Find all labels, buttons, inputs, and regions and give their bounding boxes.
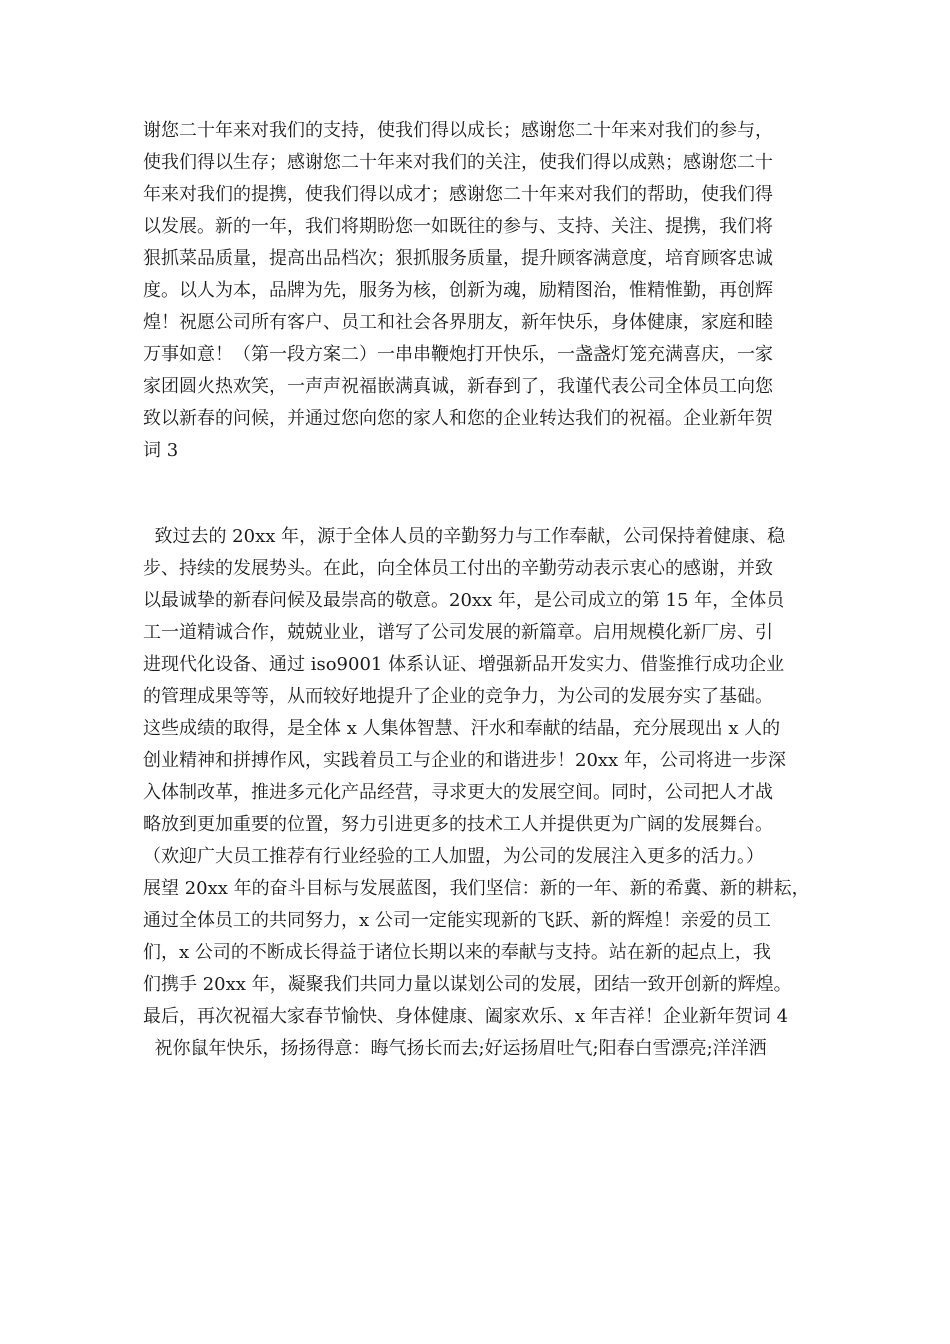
text-line: 展望 20xx 年的奋斗目标与发展蓝图，我们坚信：新的一年、新的希冀、新的耕耘， — [143, 878, 810, 899]
text-line: 通过全体员工的共同努力，x 公司一定能实现新的飞跃、新的辉煌！亲爱的员工 — [143, 910, 771, 931]
text-line: （欢迎广大员工推荐有行业经验的工人加盟，为公司的发展注入更多的活力。） — [143, 846, 764, 867]
text-line: 们携手 20xx 年，凝聚我们共同力量以谋划公司的发展，团结一致开创新的辉煌。 — [143, 974, 792, 995]
text-line: 步、持续的发展势头。在此，向全体员工付出的辛勤劳动表示衷心的感谢，并致 — [143, 558, 773, 579]
text-line: 的管理成果等等，从而较好地提升了企业的竞争力，为公司的发展夯实了基础。 — [143, 686, 773, 707]
text-line: 谢您二十年来对我们的支持，使我们得以成长；感谢您二十年来对我们的参与， — [143, 120, 773, 141]
text-line: 创业精神和拼搏作风，实践着员工与企业的和谐进步！20xx 年，公司将进一步深 — [143, 750, 786, 771]
text-line: 略放到更加重要的位置，努力引进更多的技术工人并提供更为广阔的发展舞台。 — [143, 814, 773, 835]
text-line: 以发展。新的一年，我们将期盼您一如既往的参与、支持、关注、提携，我们将 — [143, 216, 773, 237]
text-line: 万事如意！（第一段方案二）一串串鞭炮打开快乐，一盏盏灯笼充满喜庆，一家 — [143, 344, 773, 365]
text-line: 工一道精诚合作，兢兢业业，谱写了公司发展的新篇章。启用规模化新厂房、引 — [143, 622, 773, 643]
text-line: 最后，再次祝福大家春节愉快、身体健康、阖家欢乐、x 年吉祥！企业新年贺词 4 — [143, 1006, 789, 1027]
text-line: 使我们得以生存；感谢您二十年来对我们的关注，使我们得以成熟；感谢您二十 — [143, 152, 773, 173]
text-line: 以最诚挚的新春问候及最崇高的敬意。20xx 年，是公司成立的第 15 年，全体员 — [143, 590, 785, 611]
text-line: 煌！祝愿公司所有客户、员工和社会各界朋友，新年快乐，身体健康，家庭和睦 — [143, 312, 773, 333]
paragraph-1 — [143, 115, 843, 467]
text-line: 家团圆火热欢笑，一声声祝福嵌满真诚，新春到了，我谨代表公司全体员工向您 — [143, 376, 773, 397]
paragraph-2 — [143, 521, 843, 1065]
text-line: 致以新春的问候，并通过您向您的家人和您的企业转达我们的祝福。企业新年贺 — [143, 408, 773, 429]
text-line: 祝你鼠年快乐，扬扬得意：晦气扬长而去;好运扬眉吐气;阳春白雪漂亮;洋洋洒 — [143, 1038, 767, 1059]
text-line: 词 3 — [143, 440, 179, 461]
text-line: 入体制改革，推进多元化产品经营，寻求更大的发展空间。同时，公司把人才战 — [143, 782, 773, 803]
text-line: 这些成绩的取得，是全体 x 人集体智慧、汗水和奉献的结晶，充分展现出 x 人的 — [143, 718, 781, 739]
text-line: 致过去的 20xx 年，源于全体人员的辛勤努力与工作奉献，公司保持着健康、稳 — [143, 526, 786, 547]
text-line: 进现代化设备、通过 iso9001 体系认证、增强新品开发实力、借鉴推行成功企业 — [143, 654, 785, 675]
text-line: 度。以人为本，品牌为先，服务为核，创新为魂，励精图治，惟精惟勤，再创辉 — [143, 280, 773, 301]
text-line: 年来对我们的提携，使我们得以成才；感谢您二十年来对我们的帮助，使我们得 — [143, 184, 773, 205]
text-line: 狠抓菜品质量，提高出品档次；狠抓服务质量，提升顾客满意度，培育顾客忠诚 — [143, 248, 773, 269]
text-line: 们，x 公司的不断成长得益于诸位长期以来的奉献与支持。站在新的起点上，我 — [143, 942, 771, 963]
